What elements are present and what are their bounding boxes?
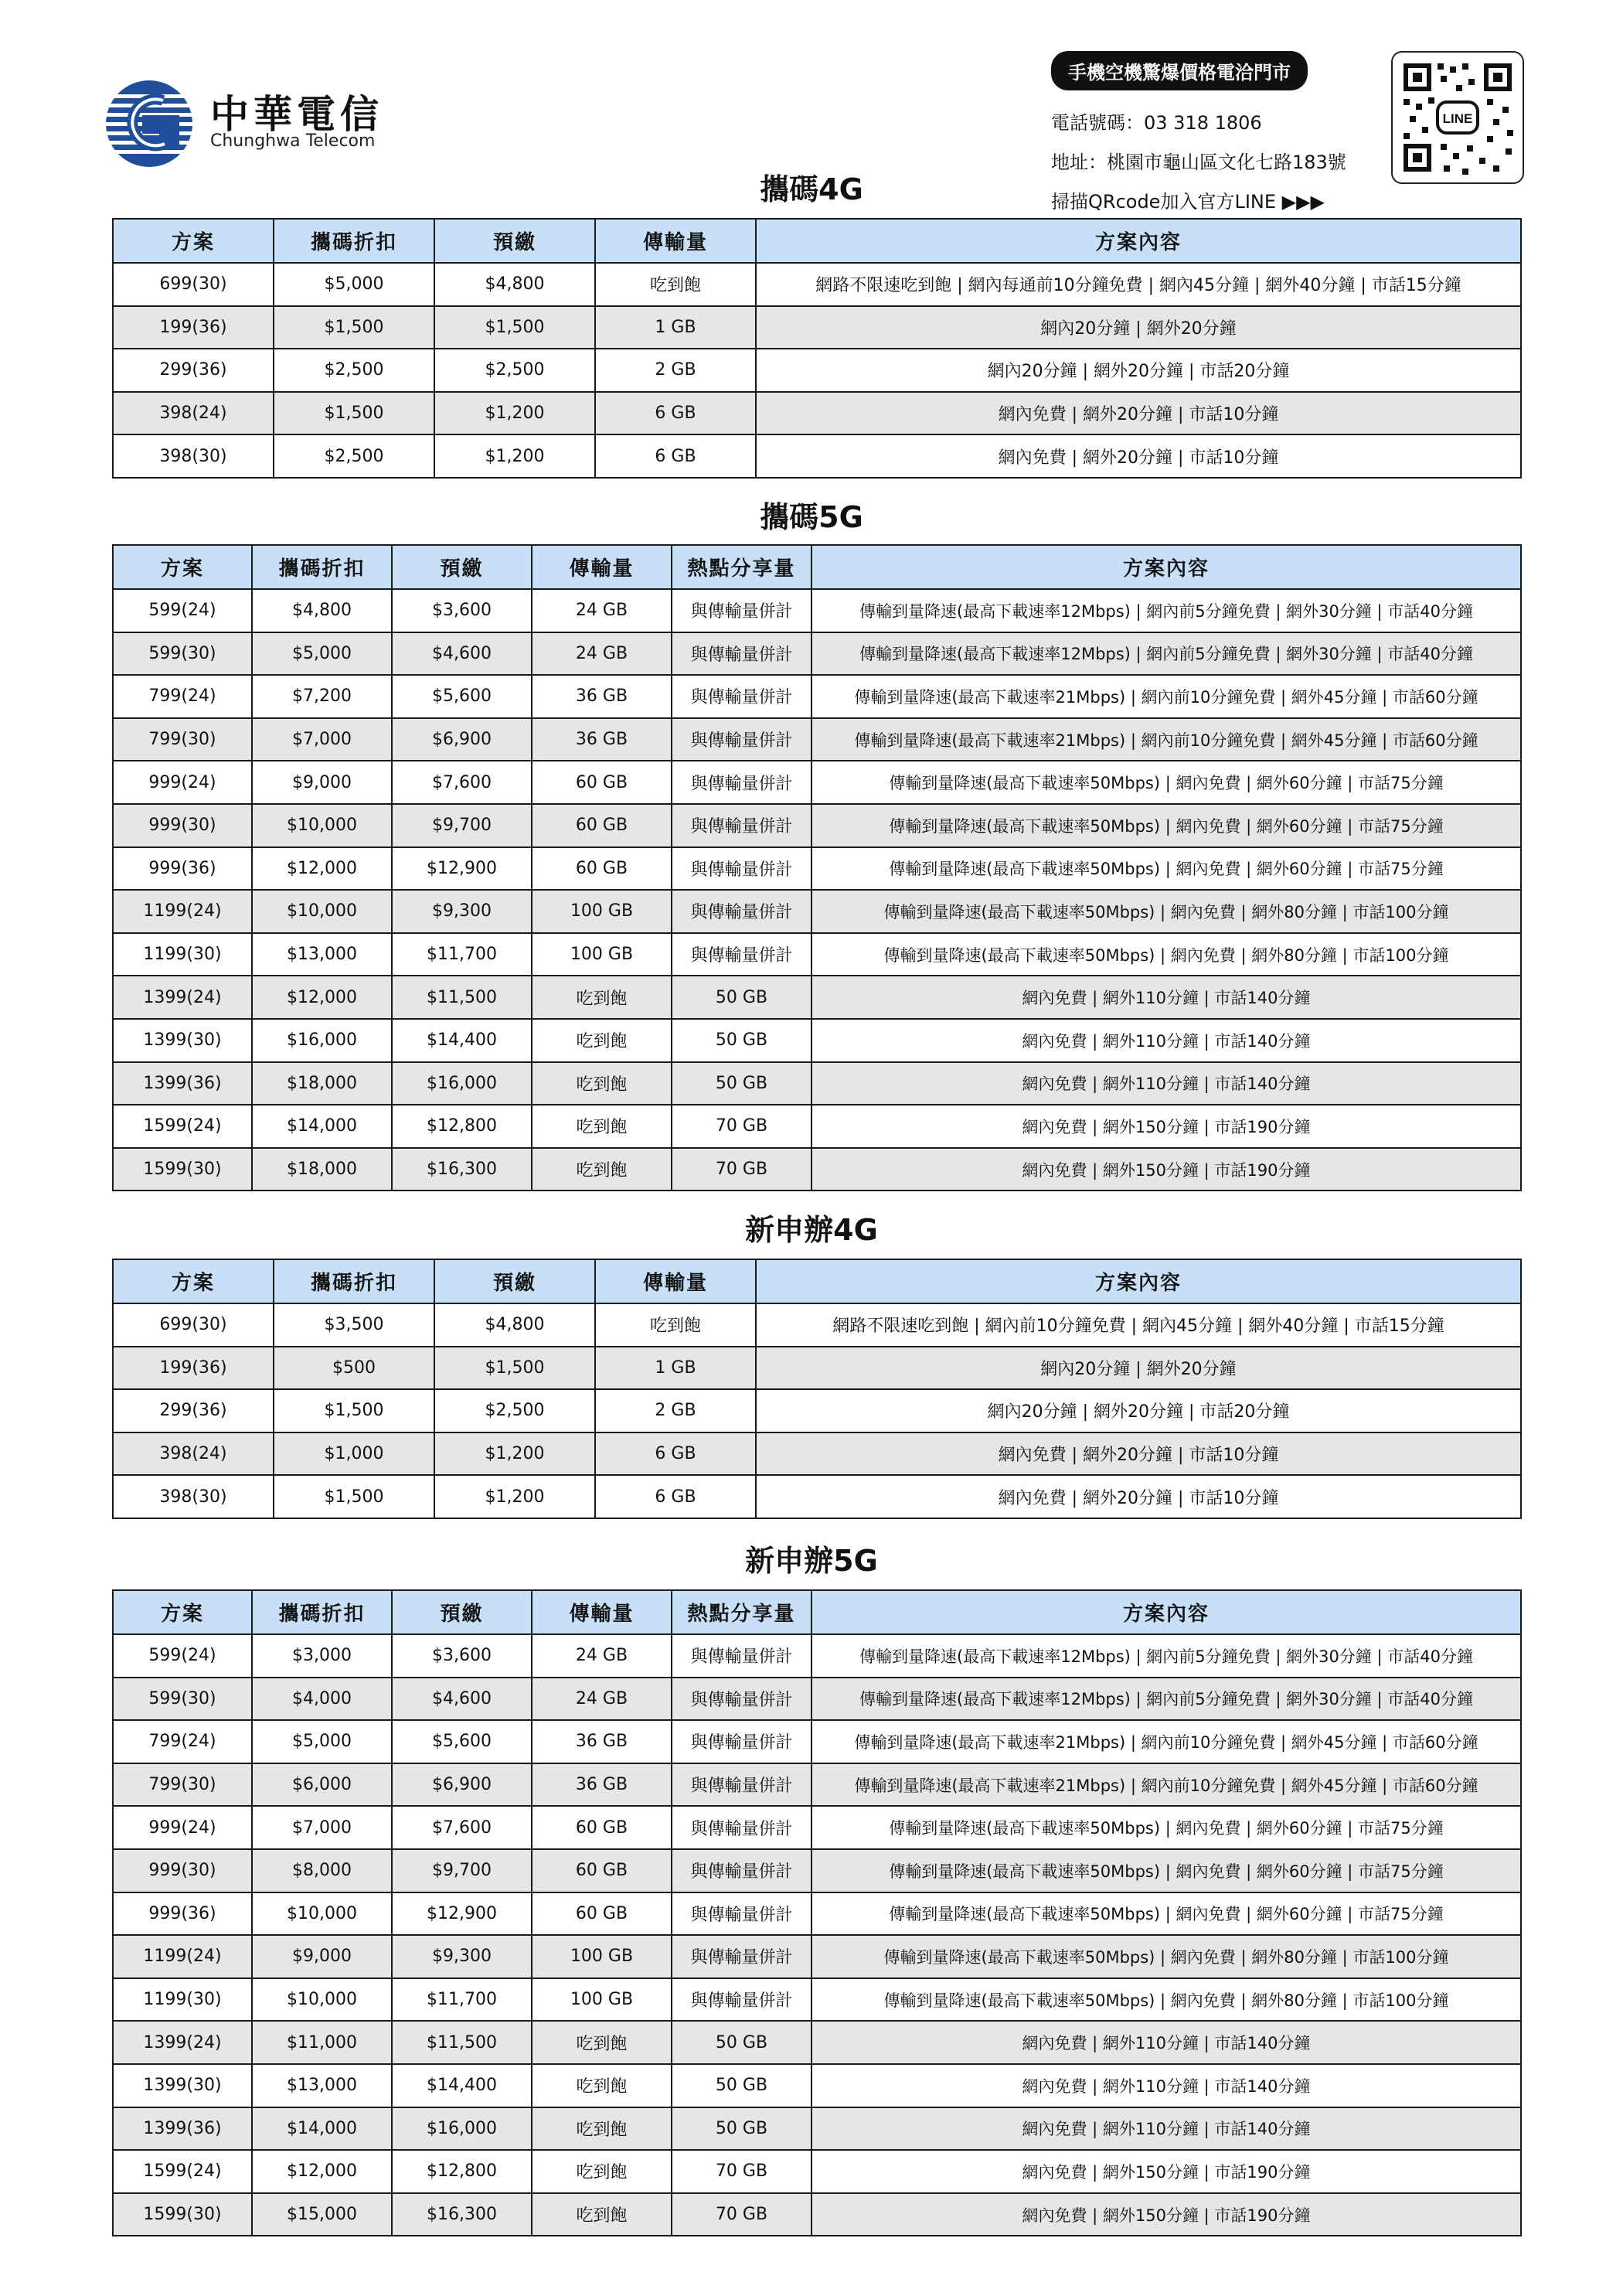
plan-cell: 1199(24) (113, 890, 252, 933)
plan-details-cell: 網內免費 | 網外110分鐘 | 市話140分鐘 (812, 2064, 1521, 2107)
table-row (113, 1303, 1521, 1347)
plan-cell: 1599(30) (113, 2193, 252, 2236)
table-row (113, 1634, 1521, 1678)
data-allowance-cell: 24 GB (532, 1634, 672, 1678)
line-prompt: 掃描QRcode加入官方LINE ▶▶▶ (1051, 191, 1325, 213)
plan-details-cell: 傳輸到量降速(最高下載速率50Mbps) | 網內免費 | 網外80分鐘 | 市話100分鐘 (812, 890, 1521, 933)
store-phone: 電話號碼：03 318 1806 (1051, 112, 1262, 134)
plan-details-cell: 網內免費 | 網外150分鐘 | 市話190分鐘 (812, 1105, 1521, 1148)
data-allowance-cell: 36 GB (532, 1763, 672, 1807)
plan-details-cell: 網內20分鐘 | 網外20分鐘 | 市話20分鐘 (756, 1389, 1521, 1432)
plan-details-cell: 傳輸到量降速(最高下載速率21Mbps) | 網內前10分鐘免費 | 網外45分鐘 | 市話60分鐘 (812, 1763, 1521, 1807)
table-row (113, 2193, 1521, 2236)
port-discount-cell: $5,000 (252, 1720, 392, 1763)
data-allowance-cell: 36 GB (532, 1720, 672, 1763)
data-allowance-cell: 36 GB (532, 718, 672, 761)
plan-cell: 599(30) (113, 632, 252, 676)
prepay-cell: $9,700 (392, 804, 532, 847)
prepay-cell: $1,200 (434, 1475, 595, 1518)
column-header: 傳輸量 (595, 1259, 756, 1303)
plan-cell: 398(30) (113, 434, 274, 478)
hotspot-cell: 與傳輸量併計 (672, 1634, 812, 1678)
column-header: 攜碼折扣 (252, 1590, 392, 1634)
plan-details-cell: 網內免費 | 網外20分鐘 | 市話10分鐘 (756, 434, 1521, 478)
plan-cell: 999(24) (113, 761, 252, 804)
table-row (113, 933, 1521, 976)
table-row (113, 1019, 1521, 1062)
column-header: 方案內容 (812, 545, 1521, 589)
table-row (113, 675, 1521, 718)
hotspot-cell: 50 GB (672, 1062, 812, 1105)
data-allowance-cell: 60 GB (532, 847, 672, 891)
hotspot-cell: 70 GB (672, 2150, 812, 2193)
hotspot-cell: 與傳輸量併計 (672, 847, 812, 891)
plan-details-cell: 傳輸到量降速(最高下載速率50Mbps) | 網內免費 | 網外60分鐘 | 市話75分鐘 (812, 761, 1521, 804)
table-row (113, 2107, 1521, 2151)
data-allowance-cell: 100 GB (532, 1978, 672, 2022)
column-header: 方案內容 (756, 1259, 1521, 1303)
data-allowance-cell: 60 GB (532, 804, 672, 847)
data-allowance-cell: 吃到飽 (532, 1105, 672, 1148)
plan-details-cell: 網內免費 | 網外150分鐘 | 市話190分鐘 (812, 2150, 1521, 2193)
plan-details-cell: 傳輸到量降速(最高下載速率21Mbps) | 網內前10分鐘免費 | 網外45分鐘 | 市話60分鐘 (812, 675, 1521, 718)
port-discount-cell: $4,000 (252, 1678, 392, 1721)
data-allowance-cell: 吃到飽 (532, 2021, 672, 2064)
port-discount-cell: $1,500 (274, 306, 434, 349)
port-discount-cell: $13,000 (252, 933, 392, 976)
port-discount-cell: $1,500 (274, 1475, 434, 1518)
prepay-cell: $11,700 (392, 1978, 532, 2022)
plan-cell: 699(30) (113, 263, 274, 306)
port-discount-cell: $7,000 (252, 718, 392, 761)
table-row (113, 718, 1521, 761)
port-discount-cell: $1,500 (274, 1389, 434, 1432)
plan-cell: 1399(30) (113, 2064, 252, 2107)
data-allowance-cell: 6 GB (595, 434, 756, 478)
data-allowance-cell: 吃到飽 (595, 263, 756, 306)
column-header: 方案 (113, 1259, 274, 1303)
data-allowance-cell: 2 GB (595, 349, 756, 392)
port-discount-cell: $9,000 (252, 761, 392, 804)
prepay-cell: $1,500 (434, 306, 595, 349)
port-discount-cell: $500 (274, 1347, 434, 1390)
plan-details-cell: 網路不限速吃到飽 | 網內前10分鐘免費 | 網內45分鐘 | 網外40分鐘 | 市話15分鐘 (756, 1303, 1521, 1347)
plan-details-cell: 傳輸到量降速(最高下載速率50Mbps) | 網內免費 | 網外60分鐘 | 市話75分鐘 (812, 1806, 1521, 1849)
data-allowance-cell: 吃到飽 (532, 2150, 672, 2193)
plan-details-cell: 網內免費 | 網外110分鐘 | 市話140分鐘 (812, 1062, 1521, 1105)
plan-cell: 1199(24) (113, 1935, 252, 1978)
plan-cell: 1599(24) (113, 2150, 252, 2193)
table-row (113, 1347, 1521, 1390)
hotspot-cell: 50 GB (672, 2021, 812, 2064)
plan-cell: 199(36) (113, 306, 274, 349)
data-allowance-cell: 吃到飽 (595, 1303, 756, 1347)
plan-cell: 999(30) (113, 1849, 252, 1892)
hotspot-cell: 與傳輸量併計 (672, 632, 812, 676)
section-title-port-5g: 攜碼5G (760, 500, 863, 534)
table-row (113, 847, 1521, 891)
table-row (113, 632, 1521, 676)
port-discount-cell: $7,000 (252, 1806, 392, 1849)
port-discount-cell: $13,000 (252, 2064, 392, 2107)
hotspot-cell: 與傳輸量併計 (672, 589, 812, 632)
data-allowance-cell: 吃到飽 (532, 2107, 672, 2151)
column-header: 攜碼折扣 (274, 1259, 434, 1303)
prepay-cell: $9,300 (392, 1935, 532, 1978)
column-header: 方案內容 (756, 219, 1521, 263)
hotspot-cell: 與傳輸量併計 (672, 1892, 812, 1936)
prepay-cell: $1,200 (434, 434, 595, 478)
plan-cell: 398(24) (113, 392, 274, 435)
plan-table-new-4g (112, 1259, 1522, 1519)
prepay-cell: $5,600 (392, 675, 532, 718)
table-row (113, 1763, 1521, 1807)
port-discount-cell: $18,000 (252, 1148, 392, 1191)
port-discount-cell: $9,000 (252, 1935, 392, 1978)
plan-cell: 398(24) (113, 1432, 274, 1476)
brand-name-zh: 中華電信 (210, 92, 383, 137)
table-row (113, 349, 1521, 392)
table-row (113, 890, 1521, 933)
data-allowance-cell: 36 GB (532, 675, 672, 718)
column-header: 傳輸量 (532, 1590, 672, 1634)
table-row (113, 2064, 1521, 2107)
plan-details-cell: 網內20分鐘 | 網外20分鐘 | 市話20分鐘 (756, 349, 1521, 392)
port-discount-cell: $5,000 (252, 632, 392, 676)
store-address: 地址：桃園市龜山區文化七路183號 (1051, 152, 1346, 173)
prepay-cell: $3,600 (392, 589, 532, 632)
plan-cell: 1399(30) (113, 1019, 252, 1062)
prepay-cell: $1,200 (434, 1432, 595, 1476)
hotspot-cell: 與傳輸量併計 (672, 1849, 812, 1892)
port-discount-cell: $3,500 (274, 1303, 434, 1347)
hotspot-cell: 70 GB (672, 2193, 812, 2236)
table-row (113, 1432, 1521, 1476)
table-row (113, 1849, 1521, 1892)
data-allowance-cell: 吃到飽 (532, 2064, 672, 2107)
plan-cell: 799(30) (113, 718, 252, 761)
port-discount-cell: $3,000 (252, 1634, 392, 1678)
plan-table-port-4g (112, 218, 1522, 479)
column-header: 熱點分享量 (672, 545, 812, 589)
hotspot-cell: 與傳輸量併計 (672, 804, 812, 847)
plan-details-cell: 網內免費 | 網外150分鐘 | 市話190分鐘 (812, 2193, 1521, 2236)
prepay-cell: $3,600 (392, 1634, 532, 1678)
port-discount-cell: $11,000 (252, 2021, 392, 2064)
plan-cell: 799(24) (113, 1720, 252, 1763)
data-allowance-cell: 60 GB (532, 1892, 672, 1936)
column-header: 預繳 (434, 1259, 595, 1303)
plan-details-cell: 網路不限速吃到飽 | 網內每通前10分鐘免費 | 網內45分鐘 | 網外40分鐘 | 市話15分鐘 (756, 263, 1521, 306)
plan-cell: 599(24) (113, 589, 252, 632)
table-row (113, 1892, 1521, 1936)
prepay-cell: $4,600 (392, 632, 532, 676)
prepay-cell: $4,600 (392, 1678, 532, 1721)
table-row (113, 1720, 1521, 1763)
prepay-cell: $12,900 (392, 1892, 532, 1936)
data-allowance-cell: 吃到飽 (532, 2193, 672, 2236)
data-allowance-cell: 吃到飽 (532, 1019, 672, 1062)
plan-details-cell: 網內免費 | 網外20分鐘 | 市話10分鐘 (756, 1475, 1521, 1518)
table-row (113, 1475, 1521, 1518)
brand-name-en: Chunghwa Telecom (210, 131, 376, 151)
port-discount-cell: $12,000 (252, 976, 392, 1019)
hotspot-cell: 與傳輸量併計 (672, 933, 812, 976)
table-row (113, 434, 1521, 478)
hotspot-cell: 50 GB (672, 2107, 812, 2151)
hotspot-cell: 50 GB (672, 1019, 812, 1062)
table-row (113, 1935, 1521, 1978)
section-title-new-4g: 新申辦4G (745, 1213, 878, 1247)
prepay-cell: $9,700 (392, 1849, 532, 1892)
port-discount-cell: $12,000 (252, 2150, 392, 2193)
plan-cell: 699(30) (113, 1303, 274, 1347)
port-discount-cell: $18,000 (252, 1062, 392, 1105)
column-header: 預繳 (392, 545, 532, 589)
prepay-cell: $12,800 (392, 1105, 532, 1148)
plan-details-cell: 網內免費 | 網外110分鐘 | 市話140分鐘 (812, 1019, 1521, 1062)
prepay-cell: $9,300 (392, 890, 532, 933)
port-discount-cell: $1,000 (274, 1432, 434, 1476)
prepay-cell: $7,600 (392, 1806, 532, 1849)
plan-details-cell: 網內20分鐘 | 網外20分鐘 (756, 1347, 1521, 1390)
prepay-cell: $1,200 (434, 392, 595, 435)
hotspot-cell: 與傳輸量併計 (672, 1678, 812, 1721)
plan-cell: 299(36) (113, 1389, 274, 1432)
plan-details-cell: 網內免費 | 網外150分鐘 | 市話190分鐘 (812, 1148, 1521, 1191)
plan-cell: 1399(36) (113, 2107, 252, 2151)
port-discount-cell: $7,200 (252, 675, 392, 718)
data-allowance-cell: 吃到飽 (532, 1062, 672, 1105)
column-header: 傳輸量 (595, 219, 756, 263)
data-allowance-cell: 60 GB (532, 761, 672, 804)
hotspot-cell: 與傳輸量併計 (672, 1720, 812, 1763)
plan-details-cell: 傳輸到量降速(最高下載速率50Mbps) | 網內免費 | 網外80分鐘 | 市話100分鐘 (812, 1978, 1521, 2022)
prepay-cell: $6,900 (392, 1763, 532, 1807)
section-title-new-5g: 新申辦5G (745, 1544, 878, 1578)
column-header: 預繳 (434, 219, 595, 263)
prepay-cell: $5,600 (392, 1720, 532, 1763)
port-discount-cell: $14,000 (252, 1105, 392, 1148)
table-row (113, 589, 1521, 632)
table-row (113, 1062, 1521, 1105)
plan-details-cell: 傳輸到量降速(最高下載速率12Mbps) | 網內前5分鐘免費 | 網外30分鐘 | 市話40分鐘 (812, 589, 1521, 632)
data-allowance-cell: 100 GB (532, 1935, 672, 1978)
column-header: 熱點分享量 (672, 1590, 812, 1634)
plan-cell: 199(36) (113, 1347, 274, 1390)
data-allowance-cell: 60 GB (532, 1806, 672, 1849)
table-row (113, 2021, 1521, 2064)
plan-details-cell: 傳輸到量降速(最高下載速率50Mbps) | 網內免費 | 網外80分鐘 | 市話100分鐘 (812, 1935, 1521, 1978)
plan-details-cell: 網內免費 | 網外110分鐘 | 市話140分鐘 (812, 976, 1521, 1019)
port-discount-cell: $10,000 (252, 1978, 392, 2022)
table-row (113, 761, 1521, 804)
plan-table-port-5g (112, 544, 1522, 1191)
prepay-cell: $16,000 (392, 2107, 532, 2151)
column-header: 方案 (113, 1590, 252, 1634)
prepay-cell: $16,000 (392, 1062, 532, 1105)
port-discount-cell: $12,000 (252, 847, 392, 891)
data-allowance-cell: 6 GB (595, 392, 756, 435)
table-row (113, 1978, 1521, 2022)
plan-details-cell: 傳輸到量降速(最高下載速率50Mbps) | 網內免費 | 網外60分鐘 | 市話75分鐘 (812, 1849, 1521, 1892)
data-allowance-cell: 6 GB (595, 1432, 756, 1476)
plan-details-cell: 傳輸到量降速(最高下載速率50Mbps) | 網內免費 | 網外60分鐘 | 市話75分鐘 (812, 1892, 1521, 1936)
port-discount-cell: $14,000 (252, 2107, 392, 2151)
plan-details-cell: 傳輸到量降速(最高下載速率12Mbps) | 網內前5分鐘免費 | 網外30分鐘 | 市話40分鐘 (812, 632, 1521, 676)
hotspot-cell: 70 GB (672, 1148, 812, 1191)
hotspot-cell: 50 GB (672, 976, 812, 1019)
column-header: 攜碼折扣 (274, 219, 434, 263)
port-discount-cell: $2,500 (274, 434, 434, 478)
data-allowance-cell: 吃到飽 (532, 1148, 672, 1191)
prepay-cell: $16,300 (392, 1148, 532, 1191)
data-allowance-cell: 2 GB (595, 1389, 756, 1432)
hotspot-cell: 與傳輸量併計 (672, 1978, 812, 2022)
hotspot-cell: 與傳輸量併計 (672, 675, 812, 718)
prepay-cell: $16,300 (392, 2193, 532, 2236)
plan-cell: 1599(30) (113, 1148, 252, 1191)
prepay-cell: $1,500 (434, 1347, 595, 1390)
column-header: 方案內容 (812, 1590, 1521, 1634)
plan-details-cell: 傳輸到量降速(最高下載速率21Mbps) | 網內前10分鐘免費 | 網外45分鐘 | 市話60分鐘 (812, 1720, 1521, 1763)
plan-details-cell: 傳輸到量降速(最高下載速率12Mbps) | 網內前5分鐘免費 | 網外30分鐘 | 市話40分鐘 (812, 1678, 1521, 1721)
data-allowance-cell: 24 GB (532, 589, 672, 632)
data-allowance-cell: 吃到飽 (532, 976, 672, 1019)
prepay-cell: $11,500 (392, 2021, 532, 2064)
table-row (113, 1148, 1521, 1191)
table-row (113, 1389, 1521, 1432)
plan-table-new-5g (112, 1589, 1522, 2236)
hotspot-cell: 與傳輸量併計 (672, 761, 812, 804)
plan-details-cell: 網內免費 | 網外110分鐘 | 市話140分鐘 (812, 2021, 1521, 2064)
plan-cell: 299(36) (113, 349, 274, 392)
plan-details-cell: 網內免費 | 網外110分鐘 | 市話140分鐘 (812, 2107, 1521, 2151)
prepay-cell: $4,800 (434, 263, 595, 306)
plan-details-cell: 傳輸到量降速(最高下載速率50Mbps) | 網內免費 | 網外60分鐘 | 市話75分鐘 (812, 847, 1521, 891)
table-row (113, 1105, 1521, 1148)
plan-details-cell: 傳輸到量降速(最高下載速率50Mbps) | 網內免費 | 網外80分鐘 | 市話100分鐘 (812, 933, 1521, 976)
hotspot-cell: 與傳輸量併計 (672, 890, 812, 933)
hotspot-cell: 與傳輸量併計 (672, 1763, 812, 1807)
prepay-cell: $2,500 (434, 349, 595, 392)
hotspot-cell: 與傳輸量併計 (672, 1806, 812, 1849)
prepay-cell: $7,600 (392, 761, 532, 804)
plan-cell: 999(30) (113, 804, 252, 847)
port-discount-cell: $16,000 (252, 1019, 392, 1062)
table-row (113, 804, 1521, 847)
port-discount-cell: $10,000 (252, 1892, 392, 1936)
port-discount-cell: $8,000 (252, 1849, 392, 1892)
line-qr-code-icon[interactable] (1391, 51, 1524, 184)
prepay-cell: $14,400 (392, 1019, 532, 1062)
plan-details-cell: 網內免費 | 網外20分鐘 | 市話10分鐘 (756, 392, 1521, 435)
data-allowance-cell: 1 GB (595, 1347, 756, 1390)
plan-cell: 799(24) (113, 675, 252, 718)
hotspot-cell: 70 GB (672, 1105, 812, 1148)
prepay-cell: $12,800 (392, 2150, 532, 2193)
plan-details-cell: 傳輸到量降速(最高下載速率12Mbps) | 網內前5分鐘免費 | 網外30分鐘 | 市話40分鐘 (812, 1634, 1521, 1678)
prepay-cell: $11,500 (392, 976, 532, 1019)
port-discount-cell: $2,500 (274, 349, 434, 392)
data-allowance-cell: 1 GB (595, 306, 756, 349)
prepay-cell: $6,900 (392, 718, 532, 761)
table-header-row (113, 1259, 1521, 1303)
table-row (113, 306, 1521, 349)
qr-line-label: LINE (1442, 111, 1473, 126)
prepay-cell: $14,400 (392, 2064, 532, 2107)
port-discount-cell: $10,000 (252, 890, 392, 933)
table-row (113, 263, 1521, 306)
column-header: 傳輸量 (532, 545, 672, 589)
prepay-cell: $2,500 (434, 1389, 595, 1432)
port-discount-cell: $10,000 (252, 804, 392, 847)
table-row (113, 2150, 1521, 2193)
hotspot-cell: 與傳輸量併計 (672, 718, 812, 761)
column-header: 方案 (113, 545, 252, 589)
plan-cell: 799(30) (113, 1763, 252, 1807)
table-row (113, 392, 1521, 435)
hotspot-cell: 與傳輸量併計 (672, 1935, 812, 1978)
table-header-row (113, 545, 1521, 589)
plan-cell: 999(24) (113, 1806, 252, 1849)
plan-details-cell: 網內20分鐘 | 網外20分鐘 (756, 306, 1521, 349)
table-row (113, 1678, 1521, 1721)
plan-cell: 1399(24) (113, 976, 252, 1019)
plan-cell: 599(30) (113, 1678, 252, 1721)
table-header-row (113, 219, 1521, 263)
column-header: 攜碼折扣 (252, 545, 392, 589)
data-allowance-cell: 6 GB (595, 1475, 756, 1518)
column-header: 方案 (113, 219, 274, 263)
section-title-port-4g: 攜碼4G (760, 172, 863, 206)
plan-cell: 398(30) (113, 1475, 274, 1518)
table-header-row (113, 1590, 1521, 1634)
prepay-cell: $11,700 (392, 933, 532, 976)
plan-cell: 1399(36) (113, 1062, 252, 1105)
plan-details-cell: 傳輸到量降速(最高下載速率21Mbps) | 網內前10分鐘免費 | 網外45分鐘 | 市話60分鐘 (812, 718, 1521, 761)
plan-cell: 999(36) (113, 847, 252, 891)
port-discount-cell: $5,000 (274, 263, 434, 306)
prepay-cell: $4,800 (434, 1303, 595, 1347)
data-allowance-cell: 100 GB (532, 890, 672, 933)
prepay-cell: $12,900 (392, 847, 532, 891)
hotspot-cell: 50 GB (672, 2064, 812, 2107)
column-header: 預繳 (392, 1590, 532, 1634)
store-name-badge: 手機空機驚爆價格電洽門市 (1051, 51, 1308, 90)
data-allowance-cell: 60 GB (532, 1849, 672, 1892)
plan-cell: 1199(30) (113, 933, 252, 976)
port-discount-cell: $6,000 (252, 1763, 392, 1807)
table-row (113, 976, 1521, 1019)
data-allowance-cell: 24 GB (532, 632, 672, 676)
plan-cell: 1199(30) (113, 1978, 252, 2022)
plan-cell: 1599(24) (113, 1105, 252, 1148)
table-row (113, 1806, 1521, 1849)
plan-cell: 999(36) (113, 1892, 252, 1936)
plan-details-cell: 傳輸到量降速(最高下載速率50Mbps) | 網內免費 | 網外60分鐘 | 市話75分鐘 (812, 804, 1521, 847)
data-allowance-cell: 24 GB (532, 1678, 672, 1721)
plan-cell: 599(24) (113, 1634, 252, 1678)
port-discount-cell: $4,800 (252, 589, 392, 632)
data-allowance-cell: 100 GB (532, 933, 672, 976)
port-discount-cell: $15,000 (252, 2193, 392, 2236)
plan-details-cell: 網內免費 | 網外20分鐘 | 市話10分鐘 (756, 1432, 1521, 1476)
chunghwa-logo-icon (103, 77, 196, 170)
port-discount-cell: $1,500 (274, 392, 434, 435)
plan-cell: 1399(24) (113, 2021, 252, 2064)
